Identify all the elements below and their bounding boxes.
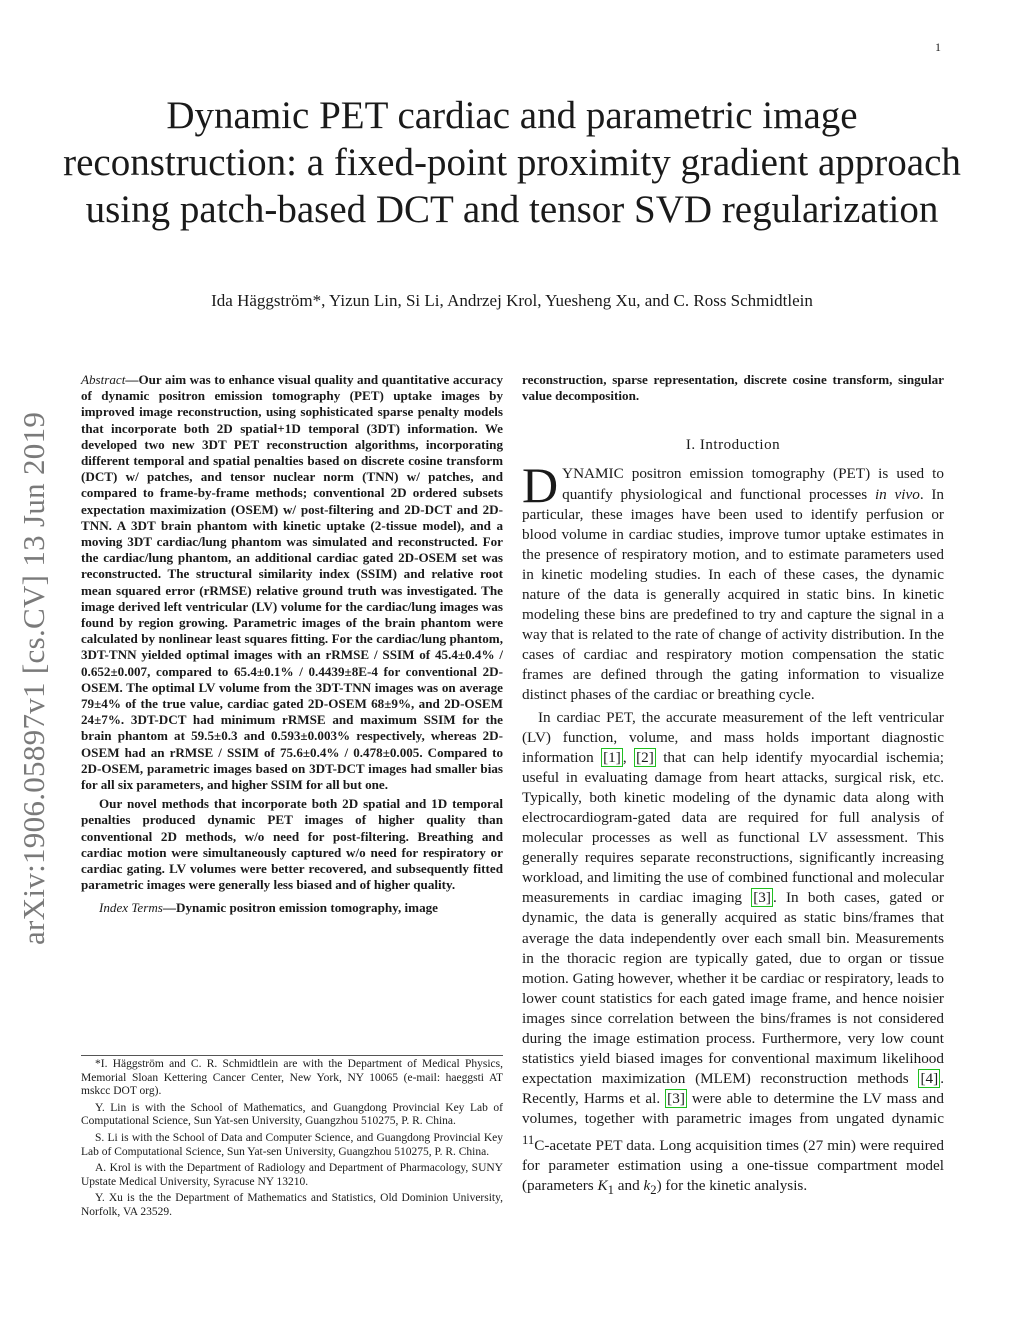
- abstract-label: Abstract: [81, 372, 126, 387]
- footnote: Y. Xu is the the Department of Mathematics and Statistics, Old Dominion University, Norfolk, VA 23529.: [81, 1192, 503, 1218]
- citation-link[interactable]: [3]: [753, 889, 771, 907]
- intro-text: ) for the kinetic analysis.: [656, 1176, 808, 1194]
- footnotes: [81, 1055, 503, 1223]
- abstract-paragraph: [81, 372, 503, 793]
- abstract-text: —Our aim was to enhance visual quality and quantitative accuracy of dynamic positron emission tomography (PET) uptake images by improved image reconstruction, using sophisticated sparse penalty models that incorporate both 2D spatial+1D temporal (3DT) information. We developed two new 3DT PET reconstruction algorithms, incorporating different temporal and spatial penalties based on discrete cosine transform (DCT) w/ patches, and tensor nuclear norm (TNN) w/ patches, and compared to frame-by-frame methods; conventional 2D ordered subsets expectation maximization (OSEM) w/ post-filtering and 2D-DCT and 2D-TNN. A 3DT brain phantom with kinetic uptake (2-tissue model), and a moving 3DT cardiac/lung phantom was simulated and reconstructed. For the cardiac/lung phantom, an additional cardiac gated 2D-OSEM set was reconstructed. The structural similarity index (SSIM) and relative root mean squared error (rRMSE) relative ground truth was investigated. The image derived left ventricular (LV) volume for the cardiac/lung images was found by region growing. Parametric images of the brain phantom were calculated by nonlinear least squares fitting. For the cardiac/lung phantom, 3DT-TNN yielded optimal images with an rRMSE / SSIM of 45.4±0.4% / 0.652±0.007, compared to 65.4±0.1% / 0.4439±8E-4 for conventional 2D-OSEM. The optimal LV volume from the 3DT-TNN images was on average 79±4% of the true value, cardiac gated 2D-OSEM 68±9%, and 2D-OSEM 24±7%. 3DT-DCT had minimum rRMSE and maximum SSIM for the brain phantom at 59.5±0.3 and 0.593±0.003% respectively, whereas 2D-OSEM had an rRMSE / SSIM of 75.6±0.4% / 0.478±0.005. Compared to 2D-OSEM, parametric images based on 3DT-DCT images had smaller bias for all six parameters, and higher SSIM for all but one.: [81, 372, 503, 793]
- math-subscript: 1: [607, 1182, 614, 1197]
- footnote: S. Li is with the School of Data and Computer Science, and Guangdong Provincial Key Lab of Computational Science, Sun Yat-sen University, Guangzhou 510275, P. R. China.: [81, 1131, 503, 1158]
- citation-link[interactable]: [2]: [636, 748, 654, 766]
- right-column: [522, 372, 944, 1200]
- drop-cap: D: [522, 457, 559, 514]
- author-list: Ida Häggström*, Yizun Lin, Si Li, Andrzej Krol, Yuesheng Xu, and C. Ross Schmidtlein: [211, 291, 813, 310]
- intro-text: were able to determine the LV mass and volumes, together with parametric images from ungated dynamic: [522, 1090, 944, 1128]
- left-column: [81, 372, 503, 916]
- intro-text: . In particular, these images have been used to identify perfusion or blood volume in cardiac studies, improve tumor uptake estimates in the presence of respiratory motion, and to estimate parameters used in kinetic modeling studies. In each of these cases, the dynamic nature of the data is generally acquired in static bins. In kinetic modeling these bins are predefined to try and capture the signal in a way that is related to the rate of change of activity distribution. In the cases of cardiac and respiratory motion compensation the static frames are defined through the gating information to visualize distinct phases of the cardiac or breathing cycle.: [522, 485, 944, 704]
- index-terms-text: —Dynamic positron emission tomography, image: [162, 899, 438, 915]
- intro-paragraph-1: [522, 457, 944, 705]
- index-terms: [81, 900, 503, 916]
- index-terms-label: Index Terms: [99, 899, 163, 915]
- citation-link[interactable]: [1]: [603, 748, 621, 766]
- intro-text: YNAMIC positron emission tomography (PET) is used to quantify physiological and functional processes: [562, 465, 944, 503]
- math-symbol: K: [597, 1176, 608, 1194]
- intro-text: that can help identify myocardial ischemia; useful in evaluating damage from heart attacks, surgical risk, etc. Typically, both kinetic modeling of the dynamic data along with electrocardiogram-gated data are required for full analysis of molecular processes as well as functional LV assessment. This generally requires separate reconstructions, significantly increasing workload, and limiting the use of combined functional and molecular measurements in cardiac imaging: [522, 748, 945, 907]
- intro-text: In cardiac PET, the accurate measurement of the left ventricular (LV) function, volume, and mass holds important diagnostic information: [522, 708, 944, 766]
- math-symbol: k: [643, 1176, 651, 1194]
- intro-text: and: [613, 1176, 644, 1194]
- abstract-paragraph-2: Our novel methods that incorporate both 2D spatial and 1D temporal penalties produced dynamic PET images of higher quality than conventional 2D methods, w/o need for post-filtering. Breathing and cardiac motion were simultaneously captured w/o need for respiratory or cardiac gating. LV volumes were better recovered, and subsequently fitted parametric images were generally less biased and of higher quality.: [81, 796, 503, 893]
- arxiv-identifier[interactable]: arXiv:1906.05897v1 [cs.CV] 13 Jun 2019: [16, 411, 51, 945]
- footnote: Y. Lin is with the School of Mathematics, and Guangdong Provincial Key Lab of Computational Science, Sun Yat-sen University, Guangzhou 510275, P. R. China.: [81, 1101, 503, 1128]
- page-number: 1: [935, 40, 941, 54]
- isotope-superscript: 11: [522, 1132, 535, 1147]
- paper-title: Dynamic PET cardiac and parametric image reconstruction: a fixed-point proximity gradient approach using patch-based DCT and tensor SVD regularization: [63, 94, 961, 231]
- intro-text: . In both cases, gated or dynamic, the data is generally acquired as static bins/frames that average the data independently over each small bin. Measurements in the thoracic region are typically gated, due to organ or tissue motion. Gating however, whether it be cardiac or respiratory, leads to lower count statistics for each gated image frame, and hence noisier images since correlation between the bins/frames is not considered during the image estimation process. Furthermore, very low count statistics yield biased images for conventional maximum likelihood expectation maximization (MLEM) reconstruction methods: [522, 889, 944, 1088]
- intro-text: . Recently, Harms et al.: [522, 1070, 944, 1108]
- index-terms-continued: reconstruction, sparse representation, discrete cosine transform, singular value decomposition.: [522, 372, 944, 404]
- math-subscript: 2: [650, 1182, 657, 1197]
- citation-link[interactable]: [4]: [920, 1070, 939, 1088]
- footnote: *I. Häggström and C. R. Schmidtlein are with the Department of Medical Physics, Memorial Sloan Kettering Cancer Center, New York, NY 10065 (e-mail: haeggsti AT mskcc DOT org).: [81, 1058, 503, 1098]
- intro-text: C-acetate PET data. Long acquisition times (27 min) were required for parameter estimation using a one-tissue compartment model (parameters: [522, 1136, 944, 1194]
- intro-paragraph-2: In cardiac PET, the accurate measurement of the left ventricular (LV) function, volume, and mass holds important diagnostic information [1] , [2] that can help identify myocardial ischemia; useful in evaluating damage from heart attacks, surgical risk, etc. Typically, both kinetic modeling of the dynamic data along with electrocardiogram-gated data are required for full analysis of molecular processes as well as functional LV assessment. This generally requires separate reconstructions, significantly increasing workload, and limiting the use of combined functional and molecular measurements in cardiac imaging [3] . In both cases, gated or dynamic, the data is generally acquired as static bins/frames that average the data independently over each small bin. Measurements in the thoracic region are typically gated, due to organ or tissue motion. Gating however, whether it be cardiac or respiratory, leads to lower count statistics for each gated image frame, and hence noisier images since correlation between the bins/frames is not considered during the image estimation process. Furthermore, very low count statistics yield biased images for conventional maximum likelihood expectation maximization (MLEM) reconstruction methods [4] . Recently, Harms et al. [3] were able to determine the LV mass and volumes, together with parametric images from ungated dynamic $^{11}$C-acetate PET data. Long acquisition times (27 min) were required for parameter estimation using a one-tissue compartment model (parameters $K_1$ and $k_2$) for the kinetic analysis.: [522, 708, 945, 1197]
- intro-italic: in vivo: [874, 485, 920, 503]
- citation-link[interactable]: [3]: [667, 1090, 685, 1108]
- section-heading: I. Introduction: [685, 437, 781, 454]
- footnote: A. Krol is with the Department of Radiology and Department of Pharmacology, SUNY Upstate Medical University, Syracuse NY 13210.: [81, 1162, 503, 1188]
